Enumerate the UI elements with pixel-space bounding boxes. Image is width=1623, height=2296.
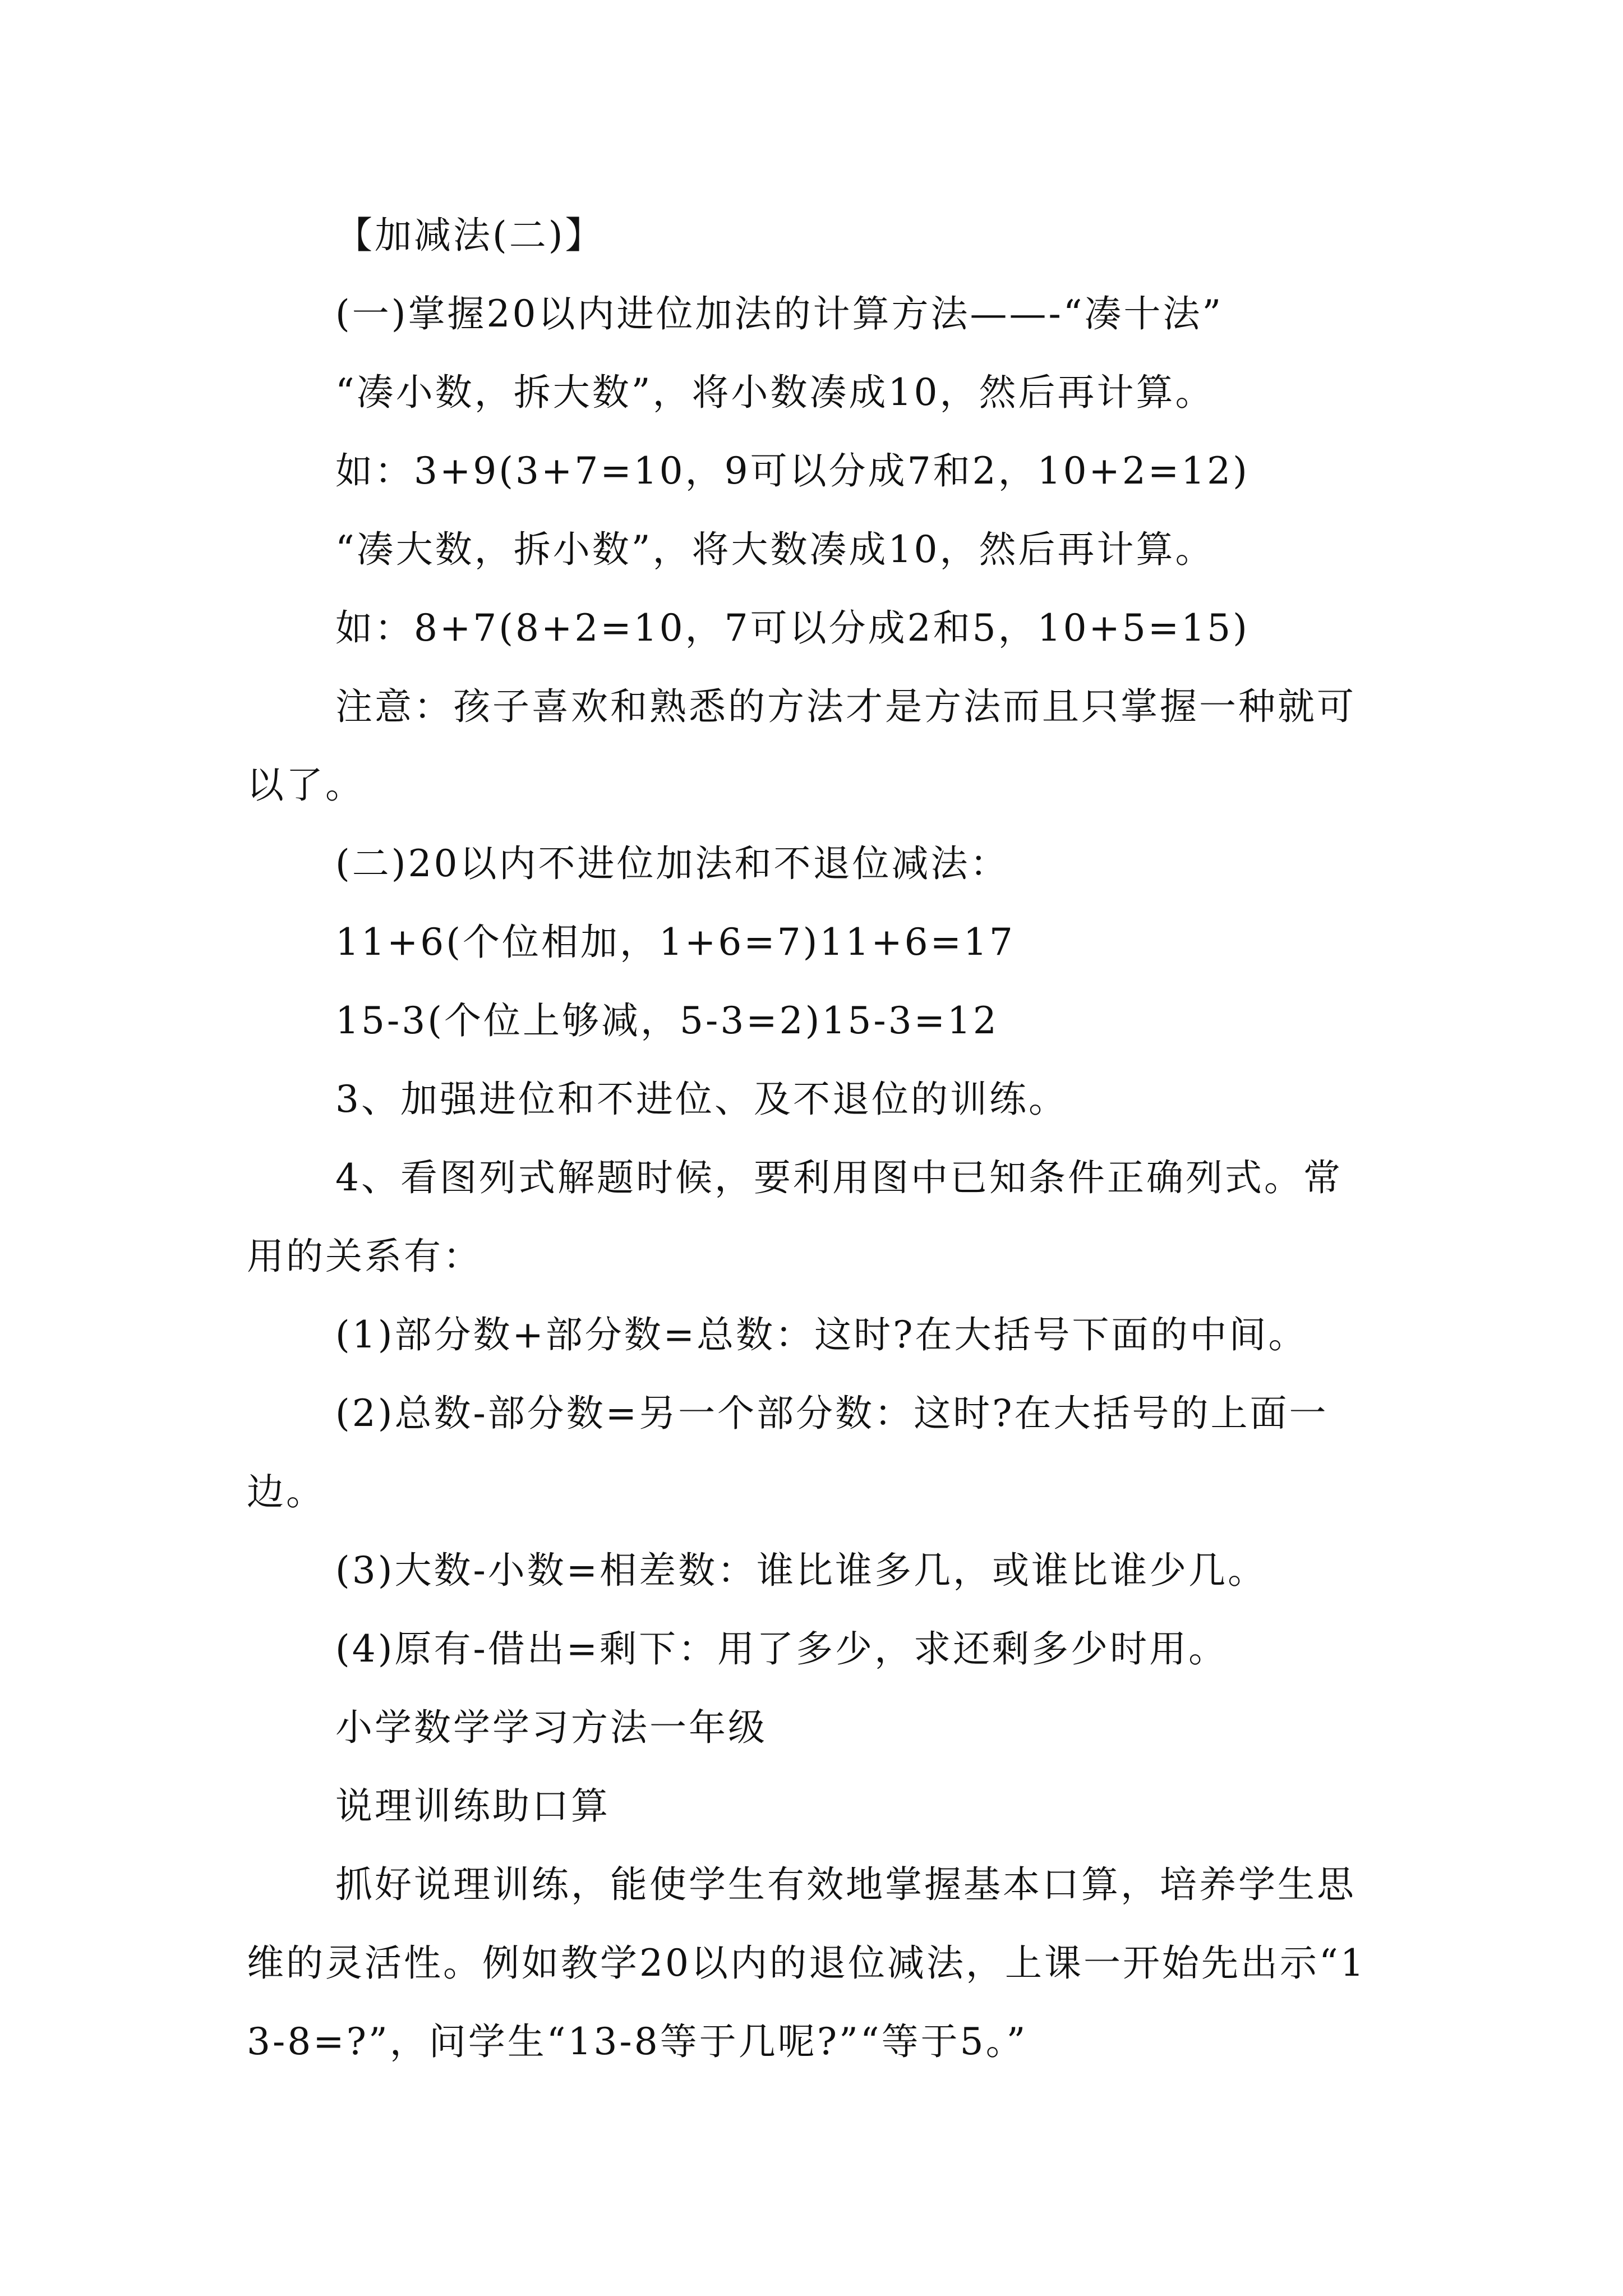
paragraph: 4、看图列式解题时候，要利用图中已知条件正确列式。常用的关系有： [247,1156,1343,1278]
paragraph: (2)总数-部分数=另一个部分数：这时?在大括号的上面一边。 [247,1392,1329,1513]
subheading: 小学数学学习方法一年级 [335,1706,767,1749]
paragraph: (3)大数-小数=相差数：谁比谁多几，或谁比谁少几。 [335,1549,1267,1592]
paragraph: 抓好说理训练，能使学生有效地掌握基本口算，培养学生思维的灵活性。例如教学20以内的退位减法，上课一开始先出示“13-8=?”，问学生“13-8等于几呢?”“等于5。” [247,1863,1366,2063]
paragraph: (1)部分数+部分数=总数：这时?在大括号下面的中间。 [335,1313,1308,1356]
paragraph: (二)20以内不进位加法和不退位减法： [335,842,1009,885]
paragraph: 11+6(个位相加，1+6=7)11+6=17 [335,921,1015,964]
paragraph: “凑小数，拆大数”，将小数凑成10，然后再计算。 [335,371,1215,414]
paragraph: 3、加强进位和不进位、及不退位的训练。 [335,1078,1068,1121]
paragraph: “凑大数，拆小数”，将大数凑成10，然后再计算。 [335,528,1215,571]
paragraph: 15-3(个位上够减，5-3=2)15-3=12 [335,999,999,1042]
paragraph: 注意：孩子喜欢和熟悉的方法才是方法而且只掌握一种就可以了。 [247,685,1356,807]
paragraph: (一)掌握20以内进位加法的计算方法——-“凑十法” [335,292,1224,335]
paragraph: 如：3+9(3+7=10，9可以分成7和2，10+2=12) [335,449,1249,493]
paragraph: (4)原有-借出=剩下：用了多少，求还剩多少时用。 [335,1627,1228,1671]
subheading: 说理训练助口算 [335,1784,610,1828]
section-heading: 【加减法(二)】 [335,214,605,257]
paragraph: 如：8+7(8+2=10，7可以分成2和5，10+5=15) [335,606,1249,650]
document-body [247,196,1380,2081]
